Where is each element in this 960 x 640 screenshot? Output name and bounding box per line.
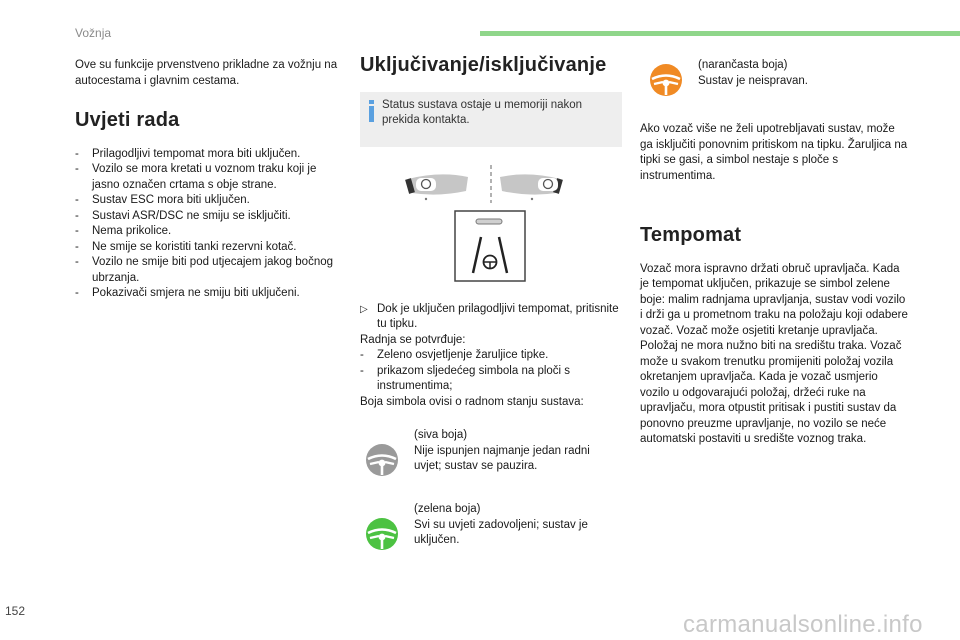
list-item: - prikazom sljedećeg simbola na ploči s instrumentima; — [360, 364, 622, 395]
confirm-list — [360, 348, 622, 395]
list-item: - Nema prikolice. — [75, 224, 345, 240]
orange-label: (narančasta boja) — [698, 59, 788, 71]
chapter-label: Vožnja — [75, 26, 112, 40]
instruction-text: Dok je uključen prilagodljivi tempomat, pritisnite tu tipku. — [377, 302, 619, 330]
list-item: - Zeleno osvjetljenje žaruljice tipke. — [360, 348, 622, 364]
heading-activation: Uključivanje/isključivanje — [360, 54, 607, 76]
conditions-list — [75, 147, 345, 302]
green-status-row — [360, 502, 622, 564]
steering-wheel-illustration — [360, 161, 622, 286]
orange-status-row — [640, 58, 910, 122]
grey-status-text — [414, 428, 619, 475]
grey-label: (siva boja) — [414, 429, 468, 441]
steering-wheel-orange-icon — [648, 62, 684, 98]
list-item: - Pokazivači smjera ne smiju biti uključeni. — [75, 286, 345, 302]
confirm-intro: Radnja se potvrđuje: — [360, 333, 466, 346]
tempomat-body: Vozač mora ispravno držati obruč upravljača. Kada je tempomat uključen, prikazuje se simbol zelene boje: malim radnjama upravljanja, sustav vodi vozilo i drži ga u prometnom traku na položaju koji odabere vozač. Vozač može osjetiti kretanje upravljača. Položaj ne mora nužno biti na središtu traka. Vozač može u svakom trenutku promijeniti položaj vozila okretanjem upravljača. Kada je vozač usmjerio vozilo u odgovarajući položaj, držeći ruke na upravljaču, mora otpustit pritisak i pustiti sustav da ponovno preuzme upravljanje, no vozilo se neće automatski postaviti u središte voznog traka. — [640, 262, 908, 445]
steering-wheel-green-icon — [364, 516, 400, 552]
deactivate-text: Ako vozač više ne želi upotrebljavati sustav, može ga isključiti ponovnim pritiskom na tipku. Žaruljica na tipki se gasi, a simbol nestaje s ploče s instrumentima. — [640, 123, 908, 182]
column-3 — [640, 58, 910, 448]
orange-status-text — [698, 58, 898, 89]
steering-wheel-grey-icon — [364, 442, 400, 478]
info-note — [360, 92, 622, 147]
list-item: - Vozilo se mora kretati u voznom traku koji je jasno označen crtama s obje strane. — [75, 162, 345, 193]
orange-desc: Sustav je neispravan. — [698, 74, 808, 87]
list-item: - Ne smije se koristiti tanki rezervni kotač. — [75, 240, 345, 256]
instruction-line — [360, 302, 622, 333]
column-2 — [360, 54, 622, 564]
grey-desc: Nije ispunjen najmanje jedan radni uvjet; sustav se pauzira. — [414, 444, 590, 472]
list-item: - Vozilo ne smije biti pod utjecajem jakog bočnog ubrzanja. — [75, 255, 345, 286]
steering-button-diagram — [360, 161, 622, 286]
green-label: (zelena boja) — [414, 503, 481, 515]
page-number: 152 — [5, 604, 26, 618]
list-item: - Sustavi ASR/DSC ne smiju se isključiti. — [75, 209, 345, 225]
green-desc: Svi su uvjeti zadovoljeni; sustav je uključen. — [414, 518, 588, 546]
grey-status-row — [360, 428, 622, 490]
intro-text: Ove su funkcije prvenstveno prikladne za vožnju na autocestama i glavnim cestama. — [75, 59, 338, 87]
watermark-text: carmanualsonline.info — [683, 611, 923, 638]
info-note-text: Status sustava ostaje u memoriji nakon prekida kontakta. — [382, 98, 583, 126]
column-1 — [75, 58, 345, 302]
arrow-icon: ▷ — [360, 303, 368, 315]
green-status-text — [414, 502, 619, 549]
list-item: - Prilagodljivi tempomat mora biti uključen. — [75, 147, 345, 163]
color-intro: Boja simbola ovisi o radnom stanju sustava: — [360, 395, 584, 408]
info-icon — [367, 100, 376, 122]
chapter-bar — [480, 31, 960, 36]
list-item: - Sustav ESC mora biti uključen. — [75, 193, 345, 209]
heading-conditions: Uvjeti rada — [75, 109, 180, 131]
heading-tempomat: Tempomat — [640, 224, 742, 246]
